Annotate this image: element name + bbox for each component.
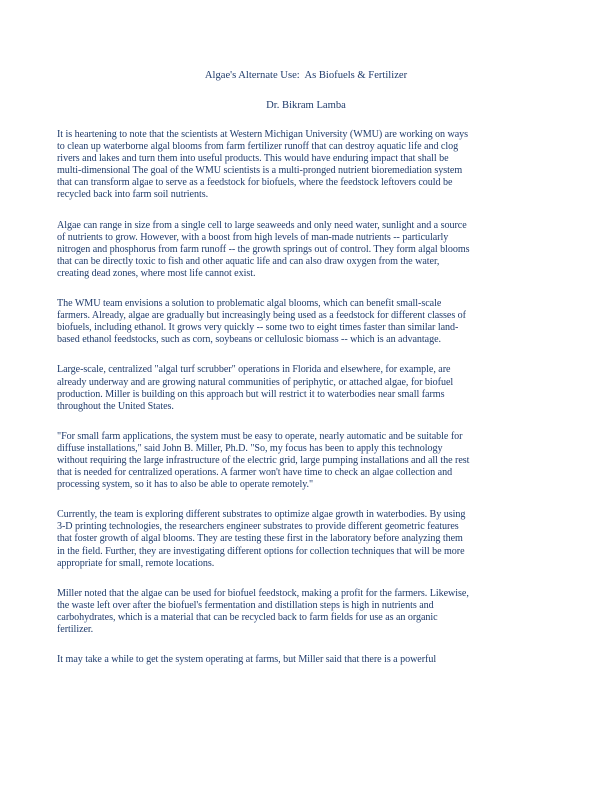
paragraph-line: to clean up waterborne algal blooms from farm fertilizer runoff that can destroy aquatic life and clog: [57, 141, 459, 153]
paragraph-line: appropriate for small, remote locations.: [57, 557, 215, 569]
document-title: Algae's Alternate Use: As Biofuels & Fertilizer: [204, 70, 408, 81]
paragraph-line: the waste left over after the biofuel's fermentation and distillation steps is high in nutrients and: [57, 599, 434, 611]
paragraph-line: carbohydrates, which is a material that can be recycled back to farm fields for use as an organic: [57, 611, 438, 623]
document-body: [57, 129, 557, 684]
paragraph-line: of nutrients to grow. However, with a boost from high levels of man-made nutrients -- particularly: [57, 231, 449, 243]
paragraph-line: processing system, so it has to also be able to operate remotely.": [57, 479, 314, 491]
paragraph-line: It may take a while to get the system operating at farms, but Miller said that there is a powerful: [57, 654, 437, 666]
paragraph-line: multi-dimensional The goal of the WMU scientists is a multi-pronged nutrient bioremediation system: [57, 165, 463, 177]
paragraph-line: Currently, the team is exploring different substrates to optimize algae growth in waterbodies. By using: [57, 509, 466, 521]
paragraph: [57, 364, 557, 412]
paragraph-line: recycled back into farm soil nutrients.: [57, 189, 209, 201]
paragraph-line: production. Miller is building on this approach but will restrict it to waterbodies near small farms: [57, 388, 445, 400]
paragraph: [57, 588, 557, 636]
paragraph-line: Miller noted that the algae can be used for biofuel feedstock, making a profit for the farmers. Likewise,: [57, 587, 469, 599]
paragraph-line: nitrogen and phosphorus from farm runoff -- the growth springs out of control. They form algal blooms: [57, 243, 470, 255]
paragraph-line: biofuels, including ethanol. It grows very quickly -- some two to eight times faster than similar land-: [57, 322, 459, 334]
paragraph-line: without requiring the large infrastructure of the electric grid, large pumping installations and all the rest: [57, 454, 470, 466]
paragraph-line: farmers. Already, algae are gradually but increasingly being used as a feedstock for different classes of: [57, 310, 466, 322]
paragraph-line: fertilizer.: [57, 624, 94, 635]
paragraph: [57, 220, 557, 280]
paragraph-line: diffuse installations," said John B. Miller, Ph.D. "So, my focus has been to apply this technology: [57, 442, 443, 454]
paragraph-line: Large-scale, centralized "algal turf scrubber" operations in Florida and elsewhere, for example, are: [57, 364, 451, 376]
paragraph-line: rivers and lakes and turn them into useful products. This would have enduring impact that shall be: [57, 153, 449, 165]
paragraph-line: that foster growth of algal blooms. They are testing these first in the laboratory before analyzing them: [57, 533, 463, 545]
paragraph-line: that is needed for centralized operations. A farmer won't have time to check an algae collection and: [57, 467, 453, 479]
paragraph-line: that can transform algae to serve as a feedstock for biofuels, where the feedstock leftovers could be: [57, 177, 453, 189]
paragraph: [57, 298, 557, 346]
paragraph-line: "For small farm applications, the system must be easy to operate, nearly automatic and be suitable for: [57, 430, 463, 442]
paragraph: [57, 129, 557, 202]
paragraph-line: It is heartening to note that the scientists at Western Michigan University (WMU) are working on ways: [57, 129, 469, 140]
paragraph-line: The WMU team envisions a solution to problematic algal blooms, which can benefit small-scale: [57, 298, 442, 310]
paragraph-line: 3-D printing technologies, the researchers engineer substrates to provide different geometric features: [57, 521, 459, 533]
paragraph-line: Algae can range in size from a single cell to large seaweeds and only need water, sunlight and a source: [57, 219, 467, 231]
paragraph-line: creating dead zones, where most life cannot exist.: [57, 267, 256, 279]
paragraph-line: already underway and are growing natural communities of periphytic, or attached algae, for biofuel: [57, 376, 454, 388]
paragraph-line: in the field. Further, they are investigating different options for collection techniques that will be more: [57, 545, 465, 557]
paragraph: [57, 509, 557, 569]
paragraph: [57, 654, 557, 666]
paragraph-line: based ethanol feedstocks, such as corn, soybeans or cellulosic biomass -- which is an advantage.: [57, 334, 441, 346]
paragraph: [57, 431, 557, 491]
paragraph-line: throughout the United States.: [57, 400, 174, 412]
document-author: Dr. Bikram Lamba: [266, 100, 346, 111]
paragraph-line: that can be directly toxic to fish and other aquatic life and can also draw oxygen from the water,: [57, 255, 440, 267]
